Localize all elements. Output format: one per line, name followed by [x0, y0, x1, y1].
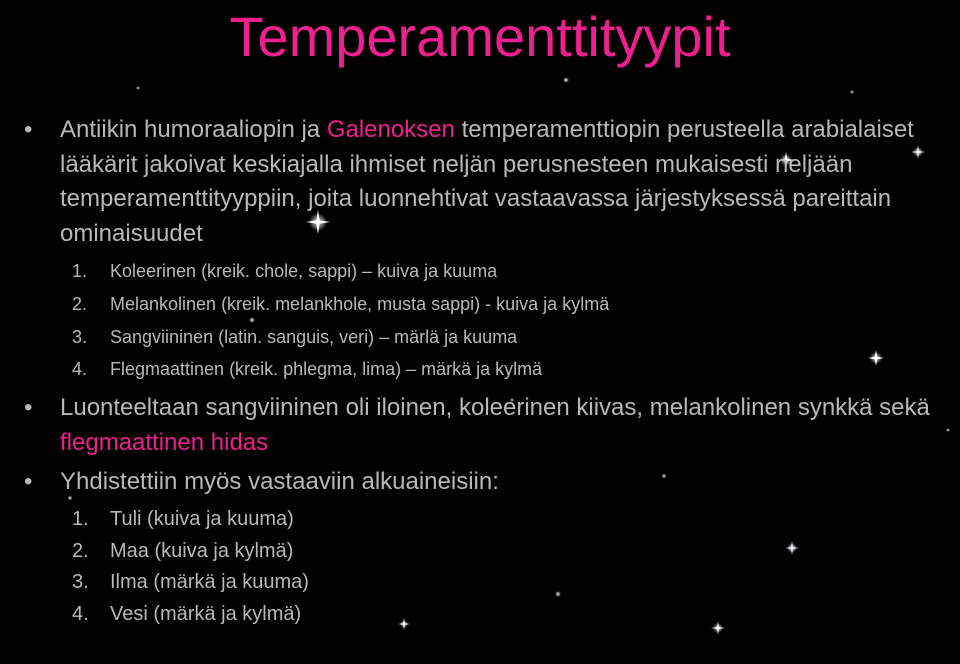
- bullet-text-part: Antiikin humoraaliopin ja: [60, 116, 327, 143]
- list-item: [72, 599, 932, 631]
- list-item-number: 4.: [72, 603, 89, 626]
- list-item-text: Sangviininen (latin. sanguis, veri) – märlä ja kuuma: [110, 326, 518, 347]
- star-icon: [563, 77, 569, 83]
- list-item-number: 2.: [72, 293, 88, 314]
- bullet-text-part: Yhdistettiin myös vastaaviin alkuaineisiin:: [60, 468, 499, 495]
- bullet-text: [60, 465, 936, 500]
- list-item-number: 1.: [72, 261, 88, 281]
- list-item: [72, 321, 932, 354]
- list-item-number: 4.: [72, 359, 88, 380]
- list-item-text: Vesi (märkä ja kylmä): [110, 603, 302, 626]
- star-icon: [946, 428, 950, 432]
- bullet-text: [60, 113, 936, 251]
- list-item-text: Melankolinen (kreik. melankhole, musta sappi) - kuiva ja kylmä: [110, 293, 610, 314]
- bullet-marker: •: [24, 116, 33, 143]
- list-item: [72, 288, 932, 321]
- bullet-elements: [24, 465, 936, 500]
- highlight-phlegmatic: flegmaattinen hidas: [60, 428, 269, 456]
- bullet-text-part: temperamenttiopin perusteella arabialaiset lääkärit jakoivat keskiajalla ihmiset neljän perusnesteen mukaisesti neljään temperamenttityyppiin, joita luonnehtivat vastaavassa järjestyksessä pareittain ominaisuudet: [60, 116, 914, 247]
- bullet-character-description: [24, 391, 936, 460]
- slide-title: Temperamenttityypit: [229, 5, 731, 68]
- bullet-marker: •: [24, 394, 33, 421]
- list-item-text: Tuli (kuiva ja kuuma): [110, 508, 294, 530]
- list-item-text: Maa (kuiva ja kylmä): [110, 539, 294, 562]
- list-item: [72, 504, 932, 536]
- list-item-number: 2.: [72, 539, 89, 562]
- bullet-text-part: Luonteeltaan sangviininen oli iloinen, koleerinen kiivas, melankolinen synkkä sekä: [60, 394, 930, 421]
- list-item: [72, 255, 932, 288]
- list-item: [72, 536, 932, 568]
- list-item-text: Ilma (märkä ja kuuma): [110, 571, 309, 594]
- list-item: [72, 353, 932, 386]
- star-icon: [136, 86, 140, 90]
- list-item-text: Koleerinen (kreik. chole, sappi) – kuiva ja kuuma: [110, 261, 498, 281]
- list-item-number: 1.: [72, 508, 89, 530]
- list-item-number: 3.: [72, 571, 89, 594]
- bullet-marker: •: [24, 468, 33, 495]
- temperament-list: [72, 255, 932, 386]
- list-item: [72, 567, 932, 599]
- list-item-number: 3.: [72, 326, 88, 347]
- star-icon: [850, 90, 854, 94]
- bullet-text: [60, 391, 936, 460]
- list-item-text: Flegmaattinen (kreik. phlegma, lima) – märkä ja kylmä: [110, 359, 543, 380]
- highlight-galenos: Galenoksen: [326, 116, 455, 143]
- bullet-humoral-theory: [24, 113, 936, 251]
- element-list: [72, 504, 932, 631]
